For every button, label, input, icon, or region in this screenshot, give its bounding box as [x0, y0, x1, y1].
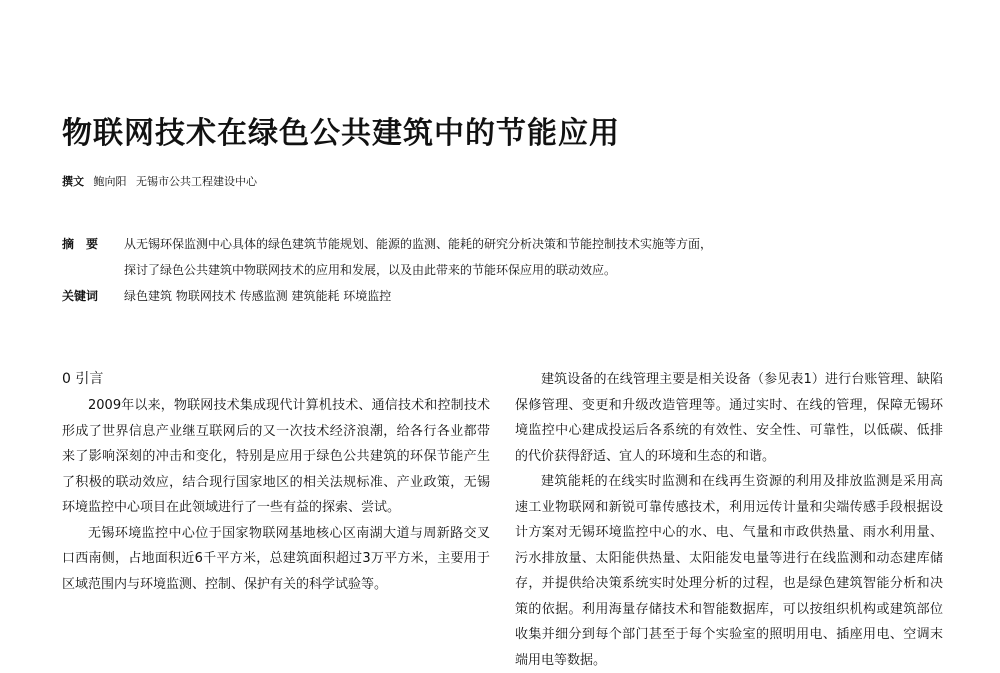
- abstract-label: 摘 要: [62, 237, 99, 251]
- right-paragraph-2: 建筑能耗的在线实时监测和在线再生资源的利用及排放监测是采用高速工业物联网和新锐可靠传感技术，利用远传计量和尖端传感手段根据设计方案对无锡环境监控中心的水、电、气量和市政供热量、雨水利用量、污水排放量、太阳能供热量、太阳能发电量等进行在线监测和动态建库储存，并提供给决策系统实时处理分析的过程，也是绿色建筑智能分析和决策的依据。利用海量存储技术和智能数据库，可以按组织机构或建筑部位收集并细分到每个部门甚至于每个实验室的照明用电、插座用电、空调末端用电等数据。: [515, 474, 943, 668]
- keywords-row: [62, 283, 782, 309]
- left-column: [62, 367, 490, 597]
- keywords-label: 关键词: [62, 289, 99, 303]
- author-name: 鲍向阳: [93, 175, 127, 188]
- keywords-text: 绿色建筑 物联网技术 传感监测 建筑能耗 环境监控: [124, 289, 392, 303]
- abstract-line-1: 从无锡环保监测中心具体的绿色建筑节能规划、能源的监测、能耗的研究分析决策和节能控制技术实施等方面，: [124, 237, 713, 251]
- section-heading-introduction: 0 引言: [62, 371, 104, 387]
- abstract-row: [62, 231, 782, 283]
- abstract-line-2: 探讨了绿色公共建筑中物联网技术的应用和发展，以及由此带来的节能环保应用的联动效应。: [124, 263, 617, 277]
- right-column: [515, 367, 943, 673]
- author-affiliation: 无锡市公共工程建设中心: [136, 175, 257, 188]
- article-title: 物联网技术在绿色公共建筑中的节能应用: [62, 116, 620, 151]
- byline: [62, 173, 257, 189]
- left-paragraph-1: 2009年以来，物联网技术集成现代计算机技术、通信技术和控制技术形成了世界信息产业继互联网后的又一次技术经济浪潮，给各行各业都带来了影响深刻的冲击和变化，特别是应用于绿色公共建筑的环保节能产生了积极的联动效应，结合现行国家地区的相关法规标准、产业政策，无锡环境监控中心项目在此领域进行了一些有益的探索、尝试。: [62, 398, 490, 515]
- byline-label: 撰文: [62, 175, 84, 188]
- abstract-text: [124, 231, 782, 283]
- abstract-block: [62, 231, 782, 309]
- right-paragraph-1: 建筑设备的在线管理主要是相关设备（参见表1）进行台账管理、缺陷保修管理、变更和升级改造管理等。通过实时、在线的管理，保障无锡环境监控中心建成投运后各系统的有效性、安全性、可靠性，以低碳、低排的代价获得舒适、宜人的环境和生态的和谐。: [515, 372, 943, 464]
- left-paragraph-2: 无锡环境监控中心位于国家物联网基地核心区南湖大道与周新路交叉口西南侧，占地面积近6千平方米，总建筑面积超过3万平方米，主要用于区域范围内与环境监测、控制、保护有关的科学试验等。: [62, 525, 490, 592]
